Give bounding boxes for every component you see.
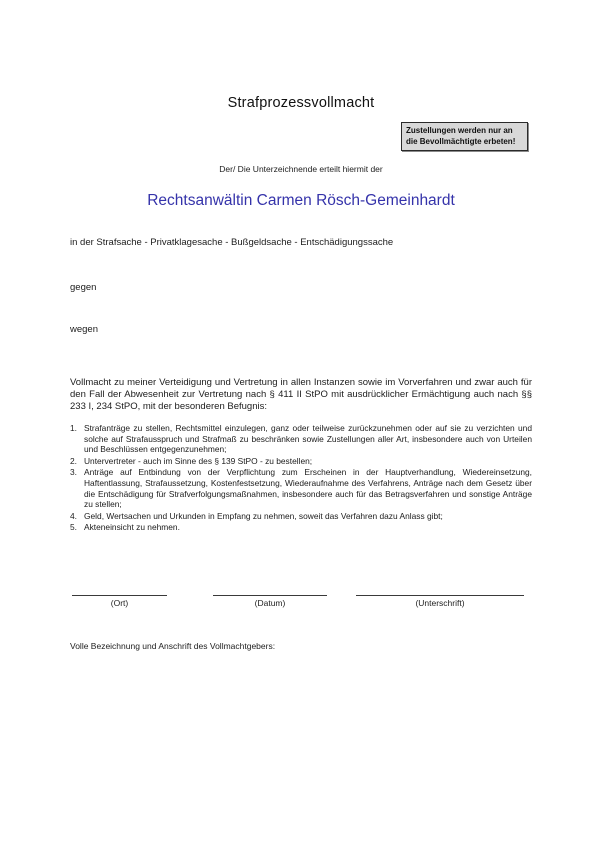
signature-label-datum: (Datum) [254,597,286,608]
list-item-text: Geld, Wertsachen und Urkunden in Empfang zu nehmen, soweit das Verfahren dazu Anlass gibt; [84,510,443,521]
grantor-address-prompt: Volle Bezeichnung und Anschrift des Vollmachtgebers: [70,640,276,651]
signature-field-ort [72,589,167,608]
signature-row [70,589,532,621]
list-item-text: Akteneinsicht zu nehmen. [84,522,180,533]
list-item [70,511,532,522]
delivery-notice-box [401,122,528,151]
delivery-notice-line1: Zustellungen werden nur an [406,126,513,135]
page-title: Strafprozessvollmacht [227,95,375,111]
attorney-name: Rechtsanwältin Carmen Rösch-Gemeinhardt [147,192,455,209]
signature-line-unterschrift [356,589,524,596]
list-item [70,456,532,467]
case-type-line: in der Strafsache - Privatklagesache - Bußgeldsache - Entschädigungssache [70,237,394,248]
signature-line-ort [72,589,167,596]
list-item-text: Strafanträge zu stellen, Rechtsmittel einzulegen, ganz oder teilweise zurückzunehmen oder auf sie zu verzichten und solche auf Strafausspruch und Strafmaß zu beschränken sowie Zustellungen aller Art, insbesondere auch von Urteilen und Beschlüssen entgegenzunehmen; [84,423,532,455]
list-item-text: Untervertreter - auch im Sinne des § 139 StPO - zu bestellen; [84,455,313,466]
mandate-paragraph: Vollmacht zu meiner Verteidigung und Vertretung in allen Instanzen sowie im Vorverfahren und zwar auch für den Fall der Abwesenheit zur Vertretung nach § 411 II StPO mit ausdrücklicher Ermächtigung auch nach §§ 233 I, 234 StPO, mit der besonderen Befugnis: [70,377,532,412]
list-item [70,467,532,509]
powers-list [70,423,532,533]
reason-label: wegen [70,324,98,335]
signature-field-datum [213,589,327,608]
list-item-number: 2. [70,455,77,466]
list-item-number: 4. [70,510,77,521]
list-item-number: 1. [70,423,77,433]
list-item [70,522,532,533]
versus-label: gegen [70,282,97,293]
list-item-number: 3. [70,467,77,478]
signature-field-unterschrift [356,589,524,608]
delivery-notice-line2: die Bevollmächtigte erbeten! [406,136,516,146]
list-item [70,423,532,455]
signature-label-unterschrift: (Unterschrift) [415,597,465,608]
signature-line-datum [213,589,327,596]
list-item-number: 5. [70,522,77,533]
signature-label-ort: (Ort) [110,597,129,608]
list-item-text: Anträge auf Entbindung von der Verpflichtung zum Erscheinen in der Hauptverhandlung, Wiedereinsetzung, Haftentlassung, Strafaussetzung, Kostenfestsetzung, Wiederaufnahme des Verfahrens, Anträge nach dem Gesetz über die Entschädigung für Strafverfolgungsmaßnahmen, insbesondere auch für das Betragsverfahren und sonstige Anträge zu stellen; [84,467,532,510]
grantor-intro-line: Der/ Die Unterzeichnende erteilt hiermit der [219,164,383,174]
